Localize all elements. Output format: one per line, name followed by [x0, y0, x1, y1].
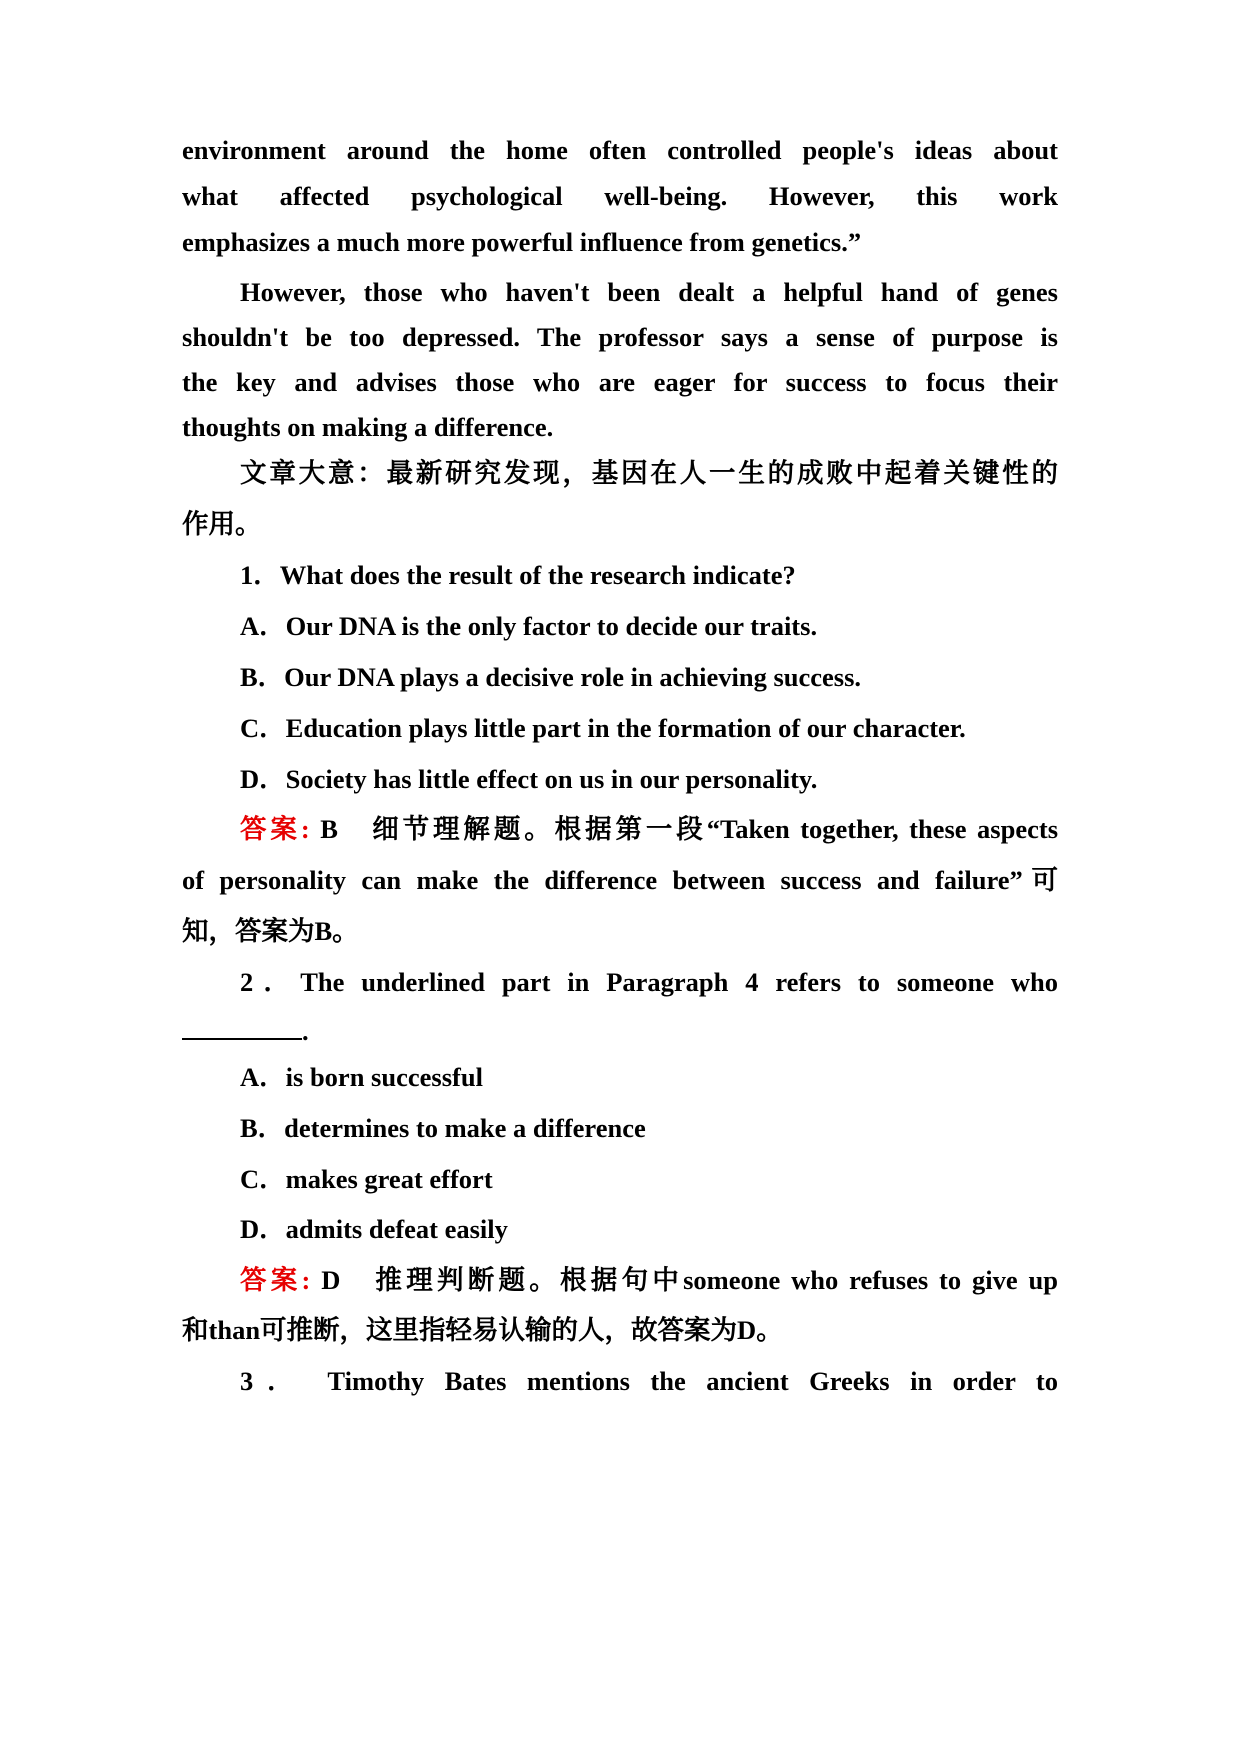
question-2-answer-line-2: 和than可推断，这里指轻易认输的人，故答案为D。: [182, 1315, 783, 1345]
summary-line-1: 文章大意：最新研究发现，基因在人一生的成败中起着关键性的: [240, 458, 1058, 488]
question-1-option-b: B．Our DNA plays a decisive role in achieving success.: [240, 662, 862, 692]
question-2-answer-line-1: [240, 1263, 1058, 1297]
answer-explanation: D 推理判断题。根据句中someone who refuses to give up: [321, 1265, 1059, 1295]
question-1-option-d: D．Society has little effect on us in our personality.: [240, 764, 818, 794]
question-2-option-d: D．admits defeat easily: [240, 1214, 508, 1244]
question-1-option-c: C．Education plays little part in the formation of our character.: [240, 713, 966, 743]
summary-line-2: 作用。: [182, 509, 262, 539]
passage-p2-line-4: thoughts on making a difference.: [182, 412, 554, 442]
passage-p1-line-2: what affected psychological well-being. However, this work: [182, 181, 1058, 211]
passage-p2-line-2: shouldn't be too depressed. The professor says a sense of purpose is: [182, 322, 1058, 352]
passage-p2-line-3: the key and advises those who are eager for success to focus their: [182, 367, 1058, 397]
question-1-answer-line-2: of personality can make the difference between success and failure”可: [182, 865, 1058, 895]
question-1-answer-line-1: [240, 812, 1058, 846]
passage-p1-line-1: environment around the home often controlled people's ideas about: [182, 135, 1058, 165]
answer-label: 答案:: [240, 1265, 311, 1295]
question-2-option-b: B．determines to make a difference: [240, 1113, 646, 1143]
answer-label: 答案:: [240, 814, 310, 844]
question-1-option-a: A．Our DNA is the only factor to decide our traits.: [240, 611, 818, 641]
question-1-answer-line-3: 知，答案为B。: [182, 916, 359, 946]
answer-explanation: B 细节理解题。根据第一段“Taken together, these aspects: [320, 814, 1059, 844]
question-3-stem-line-1: 3． Timothy Bates mentions the ancient Greeks in order to: [240, 1366, 1058, 1396]
question-1-stem: 1．What does the result of the research indicate?: [240, 560, 796, 590]
question-2-stem-line-2: .: [182, 1014, 1058, 1048]
question-2-stem-line-1: 2．The underlined part in Paragraph 4 refers to someone who: [240, 967, 1058, 997]
question-2-option-a: A．is born successful: [240, 1062, 483, 1092]
answer-blank: [182, 1016, 302, 1040]
passage-p2-line-1: However, those who haven't been dealt a helpful hand of genes: [240, 277, 1058, 307]
passage-p1-line-3: emphasizes a much more powerful influence from genetics.”: [182, 227, 862, 257]
question-2-option-c: C．makes great effort: [240, 1164, 493, 1194]
